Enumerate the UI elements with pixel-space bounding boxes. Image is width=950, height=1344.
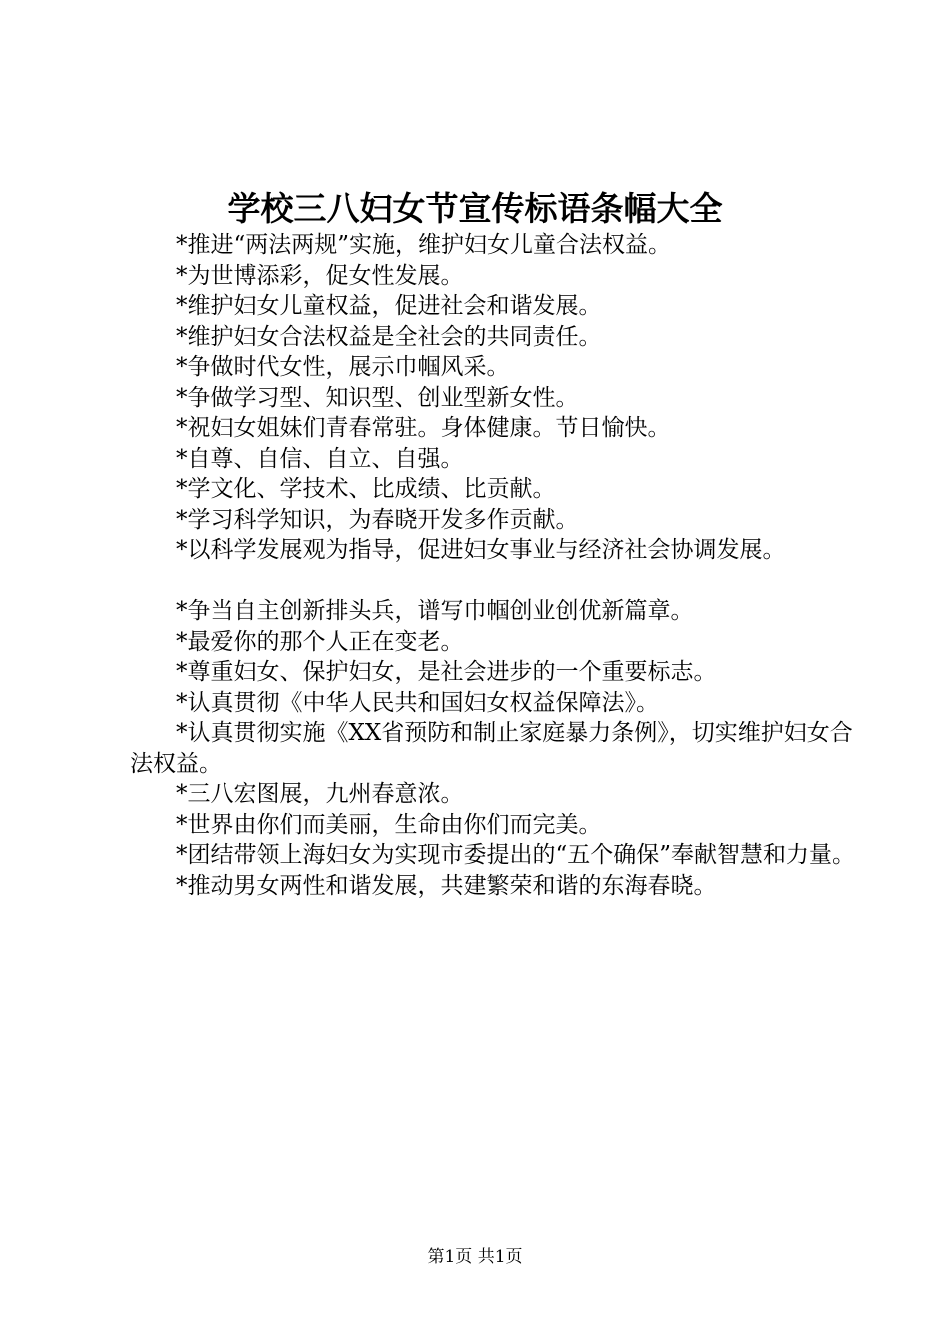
slogan-paragraph: *学习科学知识，为春晓开发多作贡献。	[176, 506, 579, 533]
slogan-paragraph: *推动男女两性和谐发展，共建繁荣和谐的东海春晓。	[176, 872, 717, 899]
slogan-paragraph: *学文化、学技术、比成绩、比贡献。	[176, 476, 556, 502]
slogan-paragraph: *以科学发展观为指导，促进妇女事业与经济社会协调发展。	[176, 537, 786, 563]
slogan-paragraph: *认真贯彻实施《XX省预防和制止家庭暴力条例》，切实维护妇女合法权益。	[130, 720, 853, 777]
document-body	[130, 230, 860, 901]
slogan-paragraph: *为世博添彩，促女性发展。	[176, 262, 464, 289]
slogan-paragraph: *世界由你们而美丽，生命由你们而完美。	[176, 811, 602, 838]
slogan-paragraph: *自尊、自信、自立、自强。	[176, 445, 464, 472]
document-title: 学校三八妇女节宣传标语条幅大全	[227, 189, 723, 228]
slogan-paragraph: *争当自主创新排头兵，谱写巾帼创业创优新篇章。	[176, 598, 694, 624]
slogan-paragraph: *尊重妇女、保护妇女，是社会进步的一个重要标志。	[176, 659, 717, 685]
page-footer: 第1页 共1页	[427, 1247, 523, 1267]
slogan-paragraph: *推进“两法两规”实施，维护妇女儿童合法权益。	[176, 232, 672, 258]
slogan-paragraph: *三八宏图展，九州春意浓。	[176, 781, 464, 807]
slogan-paragraph: *团结带领上海妇女为实现市委提出的“五个确保”奉献智慧和力量。	[176, 842, 856, 868]
slogan-paragraph: *维护妇女合法权益是全社会的共同责任。	[176, 323, 602, 350]
slogan-paragraph: *最爱你的那个人正在变老。	[176, 628, 464, 655]
blank-line	[130, 566, 860, 597]
slogan-paragraph: *祝妇女姐妹们青春常驻。身体健康。节日愉快。	[176, 415, 671, 441]
slogan-paragraph: *争做时代女性，展示巾帼风采。	[176, 354, 510, 380]
slogan-paragraph: *认真贯彻《中华人民共和国妇女权益保障法》。	[176, 689, 659, 716]
slogan-paragraph: *争做学习型、知识型、创业型新女性。	[176, 384, 579, 411]
slogan-paragraph: *维护妇女儿童权益，促进社会和谐发展。	[176, 293, 602, 319]
